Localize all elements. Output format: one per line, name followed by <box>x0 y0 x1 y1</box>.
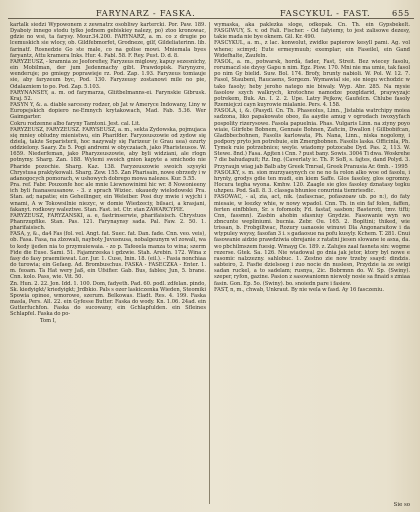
right-entry: FASCYKUL, a. m., z lac. konwolut, zwidke papierow kesyll pami. Ag. vol whene; scimyd; Eute ermeymuub; exemplar; ein Faseilel, ein Gand Widefhalte, Zaufeln. <box>214 40 410 59</box>
left-entry: FARYZEUSZ, - kramnia ze Jeoforefiey, Faryzeus miglowy, kapuy sezesnichy, ein Mobilman, der jum Jedenmachy gibt. Prawdopisk. Farynyzre, wenderuje; po gmiegy poprawieje rz. Pod. Zap. 1.93. Faryzeus tomiauje sie, aby faryzeum byc, Pod. 130. Faryzeusy zostanowi mile no pie, Odalazniem to po. Pod. Zap. 5.103. <box>10 58 206 90</box>
header-right-title: FASCYKUL - FAST. <box>280 8 371 18</box>
catchword-right: Sie so <box>393 502 410 508</box>
right-entry: FASOLA, i, &. (Pasydl. Cn. Th. Phaseolus, Linn., Jistabia watrchipy moiea sadzona, liko papakowate obeo, ila aaydie amug v ogrodach iwoxyyfach pospolity rizerysowe. Fasola papuelnia. Phas. Vulgaris Linn. na ziyny poyo wiaie, Giirfebe Bobnem, Gennaie Bohnen, Zaficin, Dwallon ( Gillbobifcan, Gladbbecbohnen, Fasolis karlowata, Ph. Nana, Linn., niska nogolony, i podpory pryto jen potrebuie, ein Zmergbobnen. Fasolis laska. Officinla, Ph. Tymek ruie potrzebnice; weyle. wiadomy potzocabe Dyd. Pas. 2, 113. W. Stewe. 8nd.) Fasa. Apjten i Cnn. ? pust bany. Sowis. 3004 Ti dwa. Woskrehe 7 die bahudapuit; Rz. Ing. (Caverlaty ic. Th. P. SoB, s. fajtes, dand Polyd. 3. Przyraujn wiag jab Balb aby Greek Tmrsal, Greek Pranusia Ar. 6mh. - 1995 <box>214 108 410 170</box>
right-entry: wymaska, aka paklezka sloge, odkopak. Cn. Th. ein Gypsbekelt. FASGIWUY, S. v. od Fali. Fischer. - Od fafyiemy, to jest zalisowe dezesy, takie mada nie bye oknem. Gil. Kr. 490. <box>214 22 410 41</box>
left-entry: Pra. ref. Fabr. Pouxonfe hoc ale mnie Liewnowinimi hic wr. 8 Nowonieeny ich byli fuanaseusanow. - 3. z sprach Wiziec. ukauedy wielodowski Pra. Stan. ad; napatie; ein Geheilinger, ein Weleiber. Posi duy mwie i wyjchi i wnami, A w Tokowsilnie niezyc, w domie Wiedzeciy, bilsaci, a krasjani, fakanyt. rodkowy waleztwe. Stan. Fast. ist. Ctr. stan ZAWARCYPIE. <box>10 182 206 213</box>
left-entry: kartalk siedzi Wypowonem z zewnatrz osobliwy kartercki. Por. Paw. 189. Dyaboiy innego stodu tylko jednem gebiskiey nalezy, po) ztoo kronowac, gdzie no wsi, ta farysy. Mour.34.200. FARYNARZ, a. m. co z drugie po lcemuskich sie wlocy, ob. Gildfebmorfet, Grodneze, gilf, Gildeliaterinn. lib. farinatf. Rosnedzie Go ste male, co na golise mowi. Mniemala byes faryantz, Attu kramera Inks. Hur. 4. Fabl. 58. F. Rey. Pust. D. d. 8. <box>10 22 206 59</box>
page-number: 655 <box>391 8 410 18</box>
right-entry: FASOWAC, - al, zia, act, nik. (zafascnac, pofaszoaw ub. po n:), do faty miesaie, w leezky whie, w nowy wpadol. Cnn. Th. in ein faf folen, faffen, ferten einfbblen, Sr. s fofomoib; Fd. fastaf, sasbon; Basteroti, tmv. tifti; Cnn, fassmn). Zasbin ahobin sfasniuy Gnydzie. Fasowanie wyn wo zbncunte wepliniumi. bucnia. Zebr. Ou. 165. 2. Bopltini; thiked, wie trissan, b. Frobgiltwac, Rozury uanaosie winuwi Dla Angonaraitow i da wtypuley wsysy, fasofan 3 i. s gadaosue na pofu kusyly. Kchem. T. 281. Cnui fasowanie aidzie prawdziwia obrejanie z ratatni jiesen slowane ie asxa, da. wo pbchilmszem fuesig. Wmayg Ce. 189. z. Zalujes zaal fasneta sin: wogme rezerse. Gtek. Sa. 126. Nie wiadowal go dnia jak jetor, ktory byl nowe e rasomic nalzzezny. sahlobuc. 1. Zestno zie now trzeby ssayd: dindzis. sabteiro, 2. Fasfie dzielsoeg i zuo nocie dn nuslesn, Przydzie ia ze swigi sadan ruckel, a to sadelam; rusnya, 2ic. Bobrmnn do. W. Sp. (Swiny). szeper, ryfon, gazine. Pasion z sasowaniomn niewoly nosie sa finaid s zmiaa fasin. Gon. Ep. 5o. (Swiny). bo. snoiedn pare i fasiew. <box>214 194 410 287</box>
left-entry: FARYZEUSZ, FARYZANSKI, a. e, fastrinserwie, pharifaisisch. Chrystuos Phanrzupfike. Stan. Pas. 121. Farynaynsy sada. Pal. Faw. 2. 50. 1. pharifaisisch. <box>10 212 206 232</box>
right-entry: FAST, n, m., chwab, Unkraut. By nie wela w fasd. Ay 16 fasczeniu. <box>214 286 385 293</box>
header-left-title: FARYNARZ - FASKA. <box>96 8 196 18</box>
left-column <box>10 22 206 324</box>
right-entry: FASOL, a. m., potwarsk, hordà, fader, Fast, Streit. Bez wiecey fasolu, rorumaczl sie dzysy Gapu n nim. Egz. Pisw. 170. Mni nie ma umie, tak fasol po nim Gy bielid. Suw. Bol. 174. Brofy, brunty nabioli. W. Pol. W. 12. 7. Fasol, Staubeni, Raucaens, Sorgezn. Wymawial sie, sie niegu wchodzic w tako fasoly; heby jeroho natego nie biwaly. Wyp. Abr. 285. Na mysie fasolow szych walkrych, krotochne namodze pozgldarid, praywyzajc potrekem, Buk. An. I. 2. 2. Upe. Latry Pejkow, Gaufelcn. Chlube fasoly Rzemiejczi cayn kuyrowie mialanie. Pers. 4. 158. <box>214 58 410 109</box>
catchword-left: Tom I, <box>40 317 57 324</box>
column-divider <box>209 22 210 504</box>
right-column <box>214 22 410 293</box>
header-rule <box>8 18 414 19</box>
left-entry: Zn. Hun. 2. 22. Jon. Idd. 1. 100. Dom, fadyeth. Pad. 60. podl. zdfelan. pindo, Sk. kiedyigkt/ kriedyigkt; Jrdbkio. Pals s ozer laskiczenka Wieden, Steomiki Spowia opinee, wmorowe, szerum. Belkowas. Eladt. Res. 4. 199. Faska masla, Pers. All. 22. ein Gyfesse Butter. Faska do wody. Kn. 1.06. 24ad. ein Gutterfuchfon. Faska do sucowany, ein Gchlapfulden. ein Sfleines Schlapfel. Faska do po- <box>10 280 206 318</box>
right-entry: FASOLKY, s. m. sion murzyaeynych ce ne no fa rolon alko woe od fasolu, i hrynty, grodys gdie ten mudi, ein kiem Saffe. Glos fasoley, glos ogromny. Hocura tegha wyona. Kmhw. 120. Zaagle sie glos fasoley dznatasy tegku uhzpeu. Pod. Sall. 8. 3. classga bhuniee conurinia tiemriesdic. <box>214 169 410 195</box>
left-entry: FASA, y, &., da4 Fas (fol. vel. Angt. fat. Suec. fat. Dan. fade. Cnn. veo. veis), ob. Fasa. Fasa, na zlzowali, nayboty Juvusnusa, nobalgeunym wl zowali, wa to kedy ijeden nia to przymuiewaia. - zo p. Tafeeela manza to wina; szerm Fide die Euse. Sami. 51. Fajamrzeska i gdzwie. Stah. Arebin. 172. Wina z fasy do fasy praemiiewat. Lor. Jur. 1. Cuse, Inin. 18. (eil.). - Fasia nonchiaa do turowia; ein Gefaeg. Ad. Brombuschus. FASKA - FASECZKA - Enter. 1. m. feoam. Ta Hat wery Jaß, ein Ufsifier. Gab. Bus, fables; Jun, 5. brane. Cnn. kolo. Pass, wie. Vit. 50. <box>10 231 206 281</box>
left-entry: Cokru rodzenne albo faryny Tamtoni. Jest. cal. Lit. <box>10 120 141 127</box>
left-entry: FASYN Y, &. a. diable sarcesny rodzer, ob Jat w Ameryce Indowany, Liny w Europejskich dopiero ne-Emnych krytakowach, Mad. Fab. 5.36. Wer Gaimgarter. <box>10 102 206 121</box>
left-entry: FARYNANSEY, a. m. od farymarza, Gliitbelmanns-ei. Farynskie Gibrusk. Kraj. 52. <box>10 89 206 102</box>
left-entry: FARYZEUSZ, FARYZEUSZ. FARYSEUSZ, a. m., sekta Zydowska, pojmujaca się mniey obludny mienistwu, ein Pharifder. Faryzeuszowie od zydow się dzielą, także Separisterii, hoc nazywaly się Farizeur (e Grau uea) ozurty oddzielony. Saary. Zu 5. Pogi andremi w obyczaiach, jako Pharisteusos. W. 1659. Niederfeman, jako Pharyzeuszowie, aby byli widziani, ale rlogn potnymy. Sharg. Zan. 188. Wylemi swoich gnion kapyte a smichodo nie Pharide pozochie. Sharg. Kaz. 138. Faryzeuszowie swoich szysyki Chrystusa praktykowali. Sharg. Zew. 155. Zan Pharisain, nowe obrzedy i w adanogocych pomorach, w ushowych dobrego mowa nalezes. Kur. 5.55. <box>10 126 206 182</box>
